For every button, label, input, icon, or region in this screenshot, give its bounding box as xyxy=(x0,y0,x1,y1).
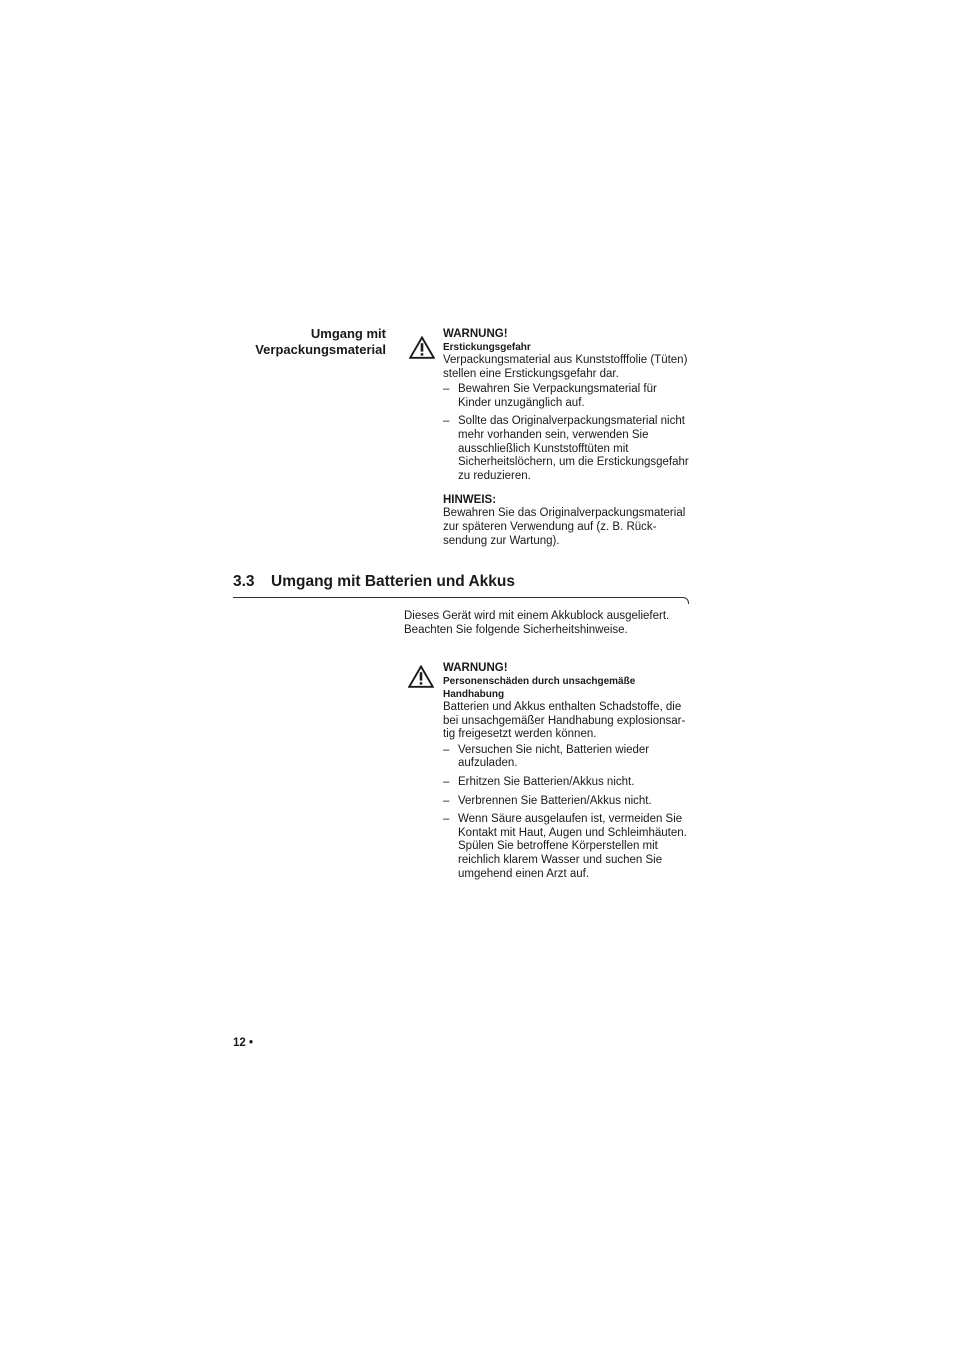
battery-warning-text: Batterien und Akkus enthalten Schadstoffe, die bei unsachgemäßer Handhabung explosionsar-tig freigesetzt werden können. xyxy=(443,701,686,741)
list-item: – Verbrennen Sie Batterien/Akkus nicht. xyxy=(443,795,693,809)
section-title: Umgang mit Batterien und Akkus xyxy=(271,573,516,590)
list-item: – Bewahren Sie Verpackungsmaterial für Kinder unzugänglich auf. xyxy=(443,383,693,410)
section-divider xyxy=(233,597,683,598)
page-number: 12 • xyxy=(233,1037,254,1049)
packaging-side-heading xyxy=(200,326,386,358)
section-heading xyxy=(233,572,515,592)
battery-warning-label: WARNUNG! xyxy=(443,662,508,674)
list-item: – Wenn Säure ausgelaufen ist, vermeiden Sie Kontakt mit Haut, Augen und Schleimhäuten. Spülen Sie betroffene Körperstellen mit reichlich klarem Wasser und suchen Sie umgehend einen Arzt auf. xyxy=(443,813,693,881)
warning-triangle-icon xyxy=(409,336,435,359)
packaging-warning-label: WARNUNG! xyxy=(443,328,508,340)
section-divider-corner xyxy=(682,597,689,604)
list-item: – Sollte das Originalverpackungsmaterial nicht mehr vorhanden sein, verwenden Sie ausschließlich Kunststofftüten mit Sicherheitslöchern, um die Erstickungsgefahr zu reduzieren. xyxy=(443,415,693,483)
packaging-warning-text: Verpackungsmaterial aus Kunststofffolie (Tüten) stellen eine Erstickungsgefahr dar. xyxy=(443,354,688,380)
warning-triangle-icon xyxy=(408,665,434,688)
battery-warning-list xyxy=(443,744,693,881)
packaging-note-text: Bewahren Sie das Originalverpackungsmaterial zur späteren Verwendung auf (z. B. Rück-sendung zur Wartung). xyxy=(443,507,686,547)
list-item: – Versuchen Sie nicht, Batterien wieder aufzuladen. xyxy=(443,744,693,771)
packaging-note-label: HINWEIS: xyxy=(443,494,497,507)
packaging-warning-list xyxy=(443,383,693,483)
battery-warning-subtitle: Personenschäden durch unsachgemäße Handhabung xyxy=(443,676,636,700)
packaging-warning-subtitle: Erstickungsgefahr xyxy=(443,342,531,353)
list-item: – Erhitzen Sie Batterien/Akkus nicht. xyxy=(443,776,693,790)
packaging-side-heading-line1: Umgang mit xyxy=(310,326,386,341)
battery-warning-block xyxy=(443,661,693,886)
section-number: 3.3 xyxy=(233,573,255,590)
packaging-warning-block xyxy=(443,327,693,548)
section-intro: Dieses Gerät wird mit einem Akkublock ausgeliefert. Beachten Sie folgende Sicherheitshinweise. xyxy=(404,610,670,636)
packaging-side-heading-line2: Verpackungsmaterial xyxy=(255,342,386,357)
